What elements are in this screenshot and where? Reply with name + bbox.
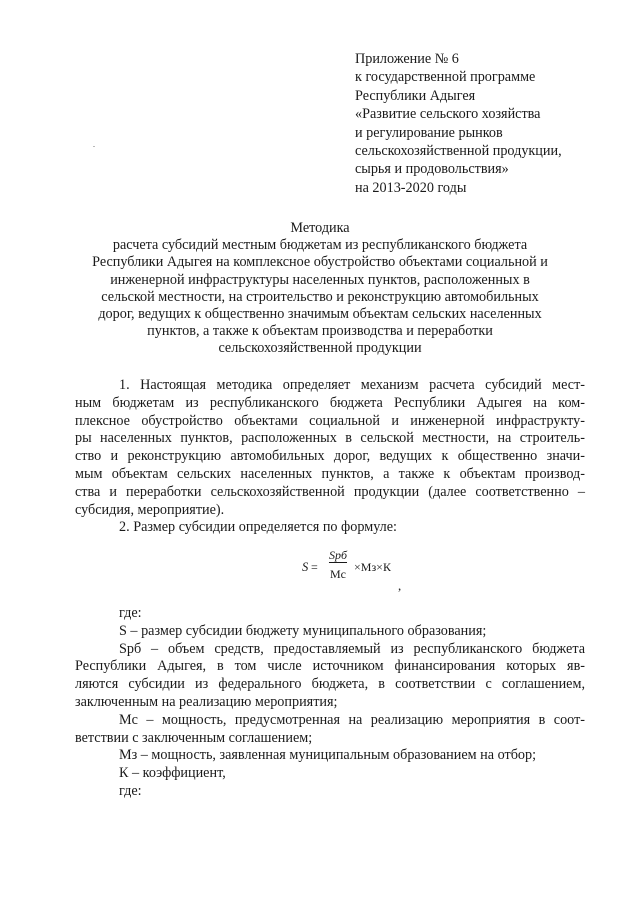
title-line: расчета субсидий местным бюджетам из республиканского бюджета	[112, 237, 528, 254]
title-line: Республики Адыгея на комплексное обустройство объектами социальной и	[92, 254, 548, 271]
formula-equals: =	[311, 560, 318, 574]
title-line: инженерной инфраструктуры населенных пунктов, расположенных в	[110, 271, 530, 288]
paragraph-line: 1. Настоящая методика определяет механизм расчета субсидий мест-	[119, 377, 585, 393]
paragraph-line: плексное обустройство объектами социальной и инженерной инфраструкту-	[75, 412, 585, 429]
formula-comma: ,	[398, 578, 402, 593]
appendix-line: сырья и продовольствия»	[355, 161, 509, 178]
formula-denominator: Мс	[330, 567, 346, 581]
formula-rest: ×Мз×К	[354, 560, 391, 574]
definitions	[75, 605, 585, 801]
paragraph-line: ства и переработки сельскохозяйственной продукции (далее соответственно –	[75, 483, 585, 500]
appendix-line: к государственной программе	[355, 69, 536, 86]
title-line: сельскохозяйственной продукции	[218, 340, 422, 357]
appendix-line: и регулирование рынков	[355, 124, 503, 141]
document-title	[60, 220, 580, 358]
scan-speck	[93, 146, 95, 147]
appendix-line: сельскохозяйственной продукции,	[355, 143, 562, 160]
paragraph-line: 2. Размер субсидии определяется по формуле:	[119, 519, 397, 535]
title-line: дорог, ведущих к общественно значимым объектам сельских населенных	[98, 306, 542, 323]
definition-line: заключенным на реализацию мероприятия;	[75, 693, 338, 710]
definition-line: S – размер субсидии бюджету муниципального образования;	[119, 622, 487, 639]
subsidy-formula	[302, 548, 422, 588]
paragraph-line: ры населенных пунктов, расположенных в сельской местности, на строитель-	[75, 430, 585, 447]
paragraph-line: ство и реконструкцию автомобильных дорог, ведущих к общественно значи-	[75, 448, 585, 465]
appendix-line: на 2013-2020 годы	[355, 179, 467, 196]
title-line: сельской местности, на строительство и реконструкцию автомобильных	[101, 288, 539, 305]
title-line: Методика	[290, 220, 350, 236]
definition-line: где:	[119, 605, 142, 621]
definition-line: Республики Адыгея, в том числе источником финансирования которых яв-	[75, 658, 585, 675]
definition-line: К – коэффициент,	[119, 765, 226, 782]
paragraph-line: ным бюджетам из республиканского бюджета Республики Адыгея на ком-	[75, 394, 585, 411]
formula-lhs: S	[302, 560, 309, 574]
definition-line: Spб – объем средств, предоставляемый из республиканского бюджета	[119, 640, 585, 657]
title-line: пунктов, а также к объектам производства и переработки	[147, 323, 493, 340]
paragraph-1	[75, 377, 585, 519]
paragraph-2	[119, 519, 559, 537]
paragraph-line: мым объектам сельских населенных пунктов, а также к объектам производ-	[75, 465, 585, 482]
definition-line: ляются субсидии из федерального бюджета, в соответствии с соглашением,	[75, 676, 585, 693]
definition-line: Мс – мощность, предусмотренная на реализацию мероприятия в соот-	[119, 711, 585, 728]
appendix-line: «Развитие сельского хозяйства	[355, 106, 541, 123]
paragraph-line: субсидия, мероприятие).	[75, 501, 225, 518]
definition-line: ветствии с заключенным соглашением;	[75, 729, 313, 746]
appendix-line: Приложение № 6	[355, 51, 459, 67]
formula-numerator: Spб	[328, 548, 348, 562]
definition-line: где:	[119, 782, 142, 799]
appendix-header	[355, 50, 625, 197]
formula-fraction	[324, 548, 352, 582]
definition-line: Мз – мощность, заявленная муниципальным образованием на отбор;	[119, 747, 537, 764]
appendix-line: Республики Адыгея	[355, 87, 476, 104]
